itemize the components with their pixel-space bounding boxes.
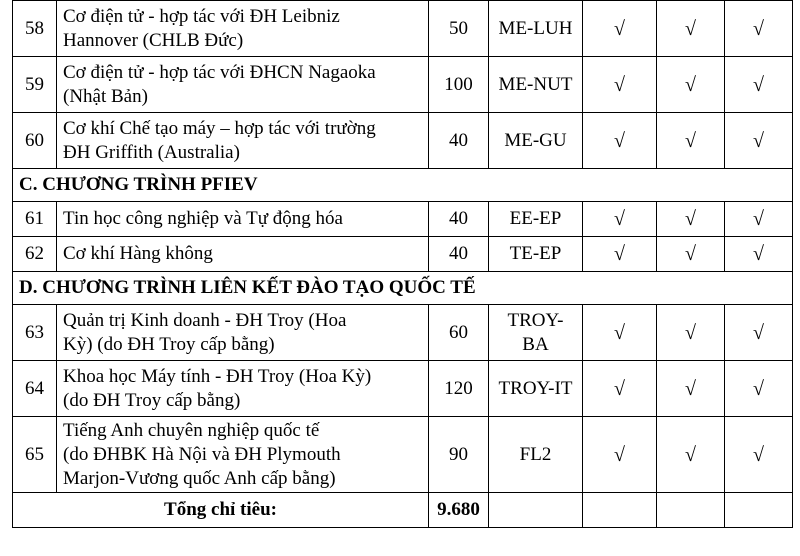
checkmark-icon: √ [725,57,793,113]
checkmark-icon: √ [657,1,725,57]
table-row [13,417,793,493]
row-number: 64 [13,361,57,417]
row-number: 61 [13,202,57,237]
program-name-line: Quản trị Kinh doanh - ĐH Troy (Hoa [63,309,347,331]
checkmark-icon: √ [583,1,657,57]
program-name [57,417,429,493]
table-body [13,1,793,528]
program-name [57,305,429,361]
program-name [57,361,429,417]
table-row [13,202,793,237]
program-quota: 60 [429,305,489,361]
section-row [13,272,793,305]
program-quota: 100 [429,57,489,113]
checkmark-icon: √ [583,202,657,237]
program-code: FL2 [489,417,583,493]
checkmark-icon: √ [657,417,725,493]
checkmark-icon: √ [657,237,725,272]
program-quota: 120 [429,361,489,417]
program-quota: 50 [429,1,489,57]
checkmark-icon: √ [657,305,725,361]
checkmark-icon: √ [725,305,793,361]
table-row [13,113,793,169]
row-number: 63 [13,305,57,361]
checkmark-icon: √ [725,417,793,493]
program-name-line: (Nhật Bản) [63,85,148,107]
program-name [57,113,429,169]
table-row [13,361,793,417]
checkmark-icon: √ [583,113,657,169]
checkmark-icon: √ [725,361,793,417]
program-code: ME-NUT [489,57,583,113]
program-name-line: Marjon-Vương quốc Anh cấp bằng) [63,467,336,489]
table-row [13,1,793,57]
program-quota: 90 [429,417,489,493]
program-quota: 40 [429,202,489,237]
program-code: ME-LUH [489,1,583,57]
checkmark-icon: √ [657,113,725,169]
program-name [57,1,429,57]
total-label: Tổng chỉ tiêu: [13,493,429,528]
checkmark-icon: √ [657,57,725,113]
total-row [13,493,793,528]
row-number: 59 [13,57,57,113]
program-name-line: Kỳ) (do ĐH Troy cấp bằng) [63,333,275,355]
table-row [13,57,793,113]
row-number: 58 [13,1,57,57]
program-name-line: Cơ khí Chế tạo máy – hợp tác với trường [63,117,376,139]
program-name [57,57,429,113]
program-code-line: TROY- [507,309,564,331]
program-name-line: Hannover (CHLB Đức) [63,29,244,51]
empty-cell [583,493,657,528]
program-name-line: (do ĐHBK Hà Nội và ĐH Plymouth [63,443,341,465]
program-quota: 40 [429,237,489,272]
empty-cell [489,493,583,528]
table-row [13,305,793,361]
program-name-line: Cơ khí Hàng không [63,243,213,264]
admission-quota-table [12,0,793,528]
checkmark-icon: √ [583,305,657,361]
program-code: EE-EP [489,202,583,237]
program-name [57,202,429,237]
row-number: 60 [13,113,57,169]
program-code [489,305,583,361]
checkmark-icon: √ [583,361,657,417]
program-name-line: Cơ điện tử - hợp tác với ĐH Leibniz [63,5,340,27]
section-row [13,169,793,202]
program-name [57,237,429,272]
program-name-line: (do ĐH Troy cấp bằng) [63,389,241,411]
checkmark-icon: √ [725,202,793,237]
program-code: TROY-IT [489,361,583,417]
checkmark-icon: √ [725,1,793,57]
checkmark-icon: √ [583,57,657,113]
row-number: 62 [13,237,57,272]
checkmark-icon: √ [725,113,793,169]
program-name-line: Tin học công nghiệp và Tự động hóa [63,208,343,229]
program-name-line: Khoa học Máy tính - ĐH Troy (Hoa Kỳ) [63,365,372,387]
program-code: ME-GU [489,113,583,169]
row-number: 65 [13,417,57,493]
checkmark-icon: √ [657,361,725,417]
section-title: C. CHƯƠNG TRÌNH PFIEV [13,169,793,202]
program-name-line: Cơ điện tử - hợp tác với ĐHCN Nagaoka [63,61,376,83]
total-value: 9.680 [429,493,489,528]
section-title: D. CHƯƠNG TRÌNH LIÊN KẾT ĐÀO TẠO QUỐC TẾ [13,272,793,305]
program-name-line: ĐH Griffith (Australia) [63,141,240,163]
program-quota: 40 [429,113,489,169]
table-row [13,237,793,272]
program-code: TE-EP [489,237,583,272]
checkmark-icon: √ [583,237,657,272]
program-name-line: Tiếng Anh chuyên nghiệp quốc tế [63,419,320,441]
empty-cell [657,493,725,528]
checkmark-icon: √ [583,417,657,493]
empty-cell [725,493,793,528]
program-code-line: BA [522,333,549,355]
checkmark-icon: √ [725,237,793,272]
checkmark-icon: √ [657,202,725,237]
